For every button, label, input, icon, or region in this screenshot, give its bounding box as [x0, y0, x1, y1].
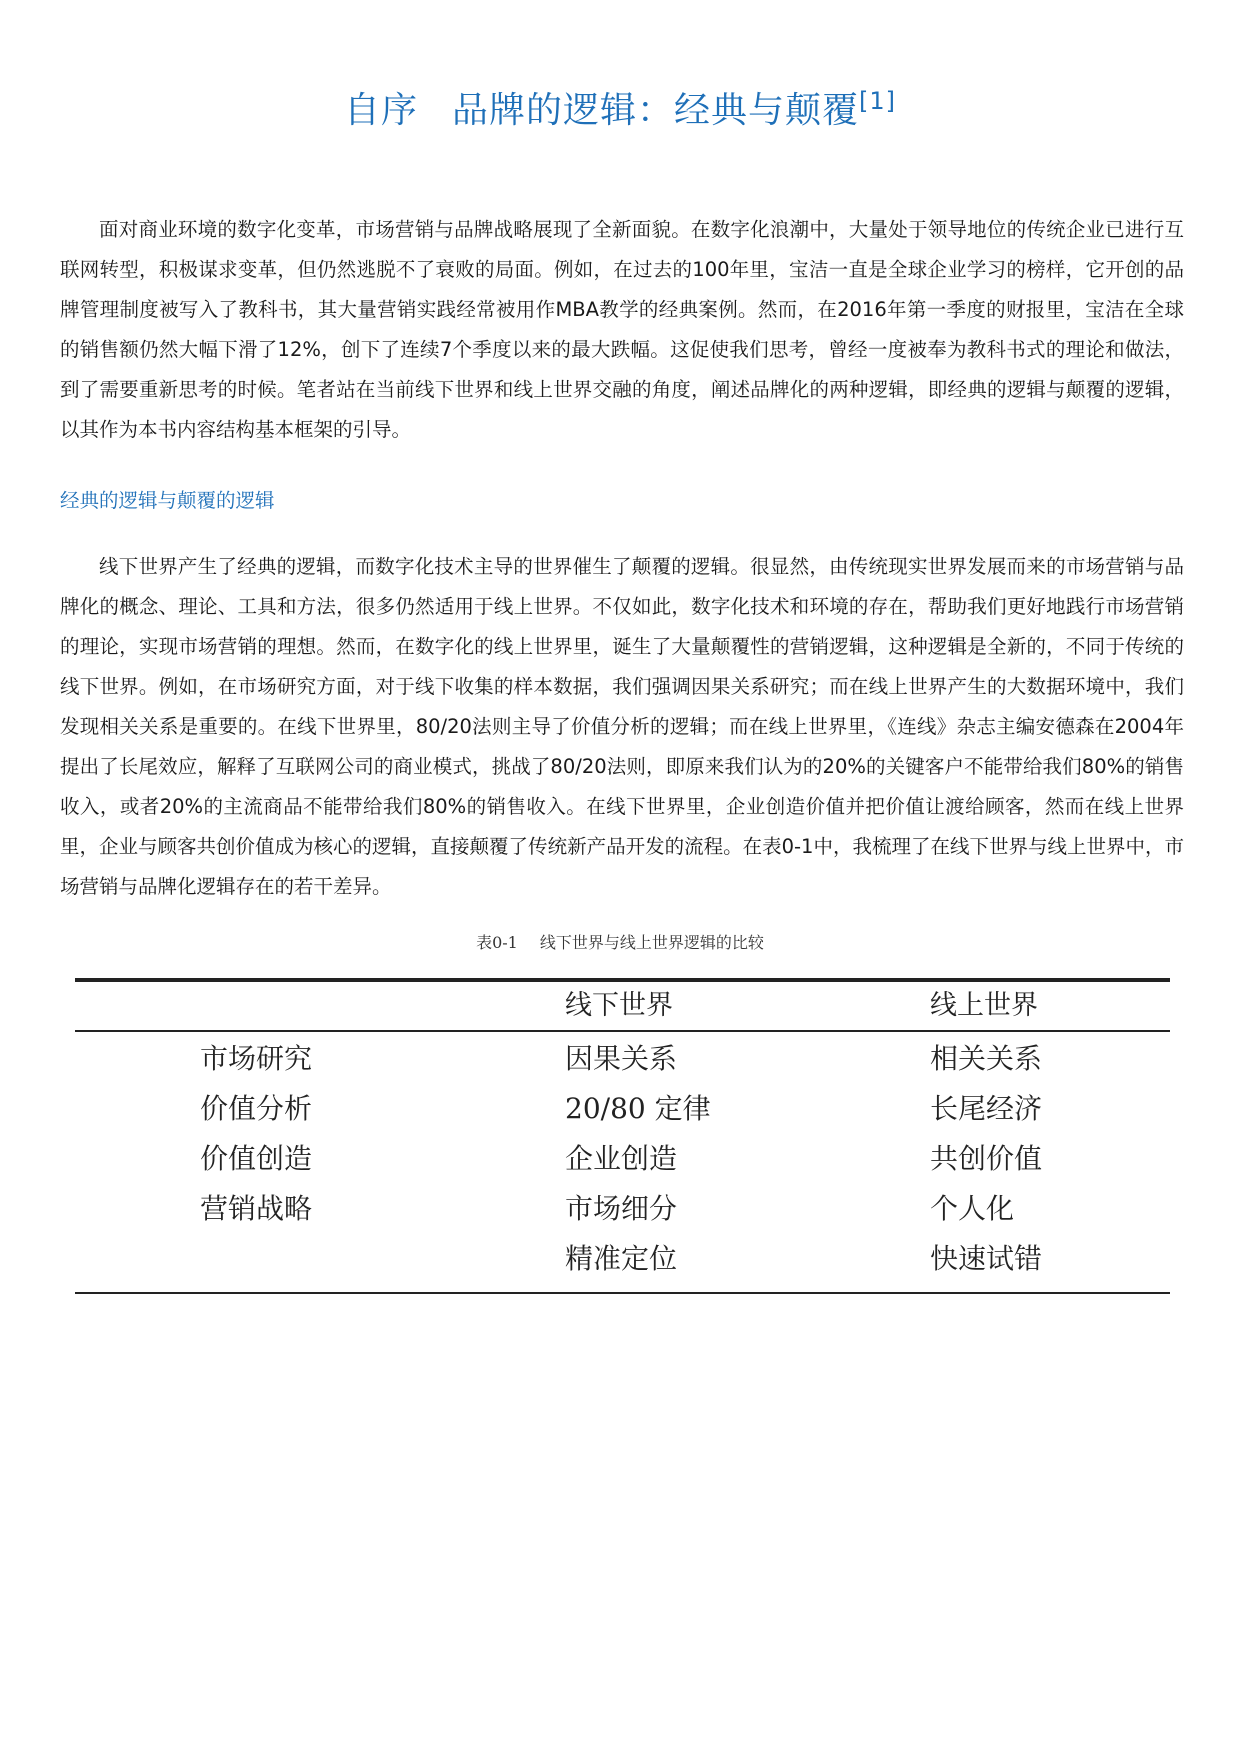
- table-cell: 因果关系: [565, 1042, 678, 1075]
- table-caption-text: 线下世界与线上世界逻辑的比较: [539, 933, 764, 952]
- page-title: [0, 82, 1240, 133]
- body-paragraph: 线下世界产生了经典的逻辑，而数字化技术主导的世界催生了颠覆的逻辑。很显然，由传统现实世界发展而来的市场营销与品牌化的概念、理论、工具和方法，很多仍然适用于线上世界。不仅如此，数字化技术和环境的存在，帮助我们更好地践行市场营销的理论，实现市场营销的理想。然而，在数字化的线上世界里，诞生了大量颠覆性的营销逻辑，这种逻辑是全新的，不同于传统的线下世界。例如，在市场研究方面，对于线下收集的样本数据，我们强调因果关系研究；而在线上世界产生的大数据环境中，我们发现相关关系是重要的。在线下世界里，80/20法则主导了价值分析的逻辑；而在线上世界里，《连线》杂志主编安德森在2004年提出了长尾效应，解释了互联网公司的商业模式，挑战了80/20法则，即原来我们认为的20%的关键客户不能带给我们80%的销售收入，或者20%的主流商品不能带给我们80%的销售收入。在线下世界里，企业创造价值并把价值让渡给顾客，然而在线上世界里，企业与顾客共创价值成为核心的逻辑，直接颠覆了传统新产品开发的流程。在表0-1中，我梳理了在线下世界与线上世界中，市场营销与品牌化逻辑存在的若干差异。: [60, 555, 1184, 898]
- section-heading: 经典的逻辑与颠覆的逻辑: [60, 489, 275, 512]
- title-main: 自序: [343, 90, 418, 131]
- table-cell: 价值创造: [200, 1142, 313, 1175]
- table-cell: 个人化: [930, 1192, 1015, 1225]
- table-cell: 市场研究: [200, 1042, 313, 1075]
- table-caption-label: 表0-1: [476, 933, 518, 952]
- table-cell: 共创价值: [930, 1142, 1043, 1175]
- comparison-table: [75, 978, 1170, 1294]
- table-header-cell: 线下世界: [565, 990, 673, 1021]
- table-row: [75, 1034, 1170, 1084]
- table-row: [75, 1234, 1170, 1284]
- footnote-ref[interactable]: [1]: [859, 87, 897, 115]
- table-body: [75, 1032, 1170, 1292]
- title-subtitle: 品牌的逻辑：经典与颠覆: [452, 90, 860, 131]
- table-header-cell: 线上世界: [930, 990, 1038, 1021]
- table-bottom-rule: [75, 1292, 1170, 1294]
- table-row: [75, 1134, 1170, 1184]
- table-cell: 价值分析: [200, 1092, 313, 1125]
- table-row: [75, 1184, 1170, 1234]
- table-cell: 快速试错: [930, 1242, 1043, 1275]
- table-cell: 相关关系: [930, 1042, 1043, 1075]
- table-cell: 企业创造: [565, 1142, 678, 1175]
- intro-paragraph: 面对商业环境的数字化变革，市场营销与品牌战略展现了全新面貌。在数字化浪潮中，大量处于领导地位的传统企业已进行互联网转型，积极谋求变革，但仍然逃脱不了衰败的局面。例如，在过去的100年里，宝洁一直是全球企业学习的榜样，它开创的品牌管理制度被写入了教科书，其大量营销实践经常被用作MBA教学的经典案例。然而，在2016年第一季度的财报里，宝洁在全球的销售额仍然大幅下滑了12%，创下了连续7个季度以来的最大跌幅。这促使我们思考，曾经一度被奉为教科书式的理论和做法，到了需要重新思考的时候。笔者站在当前线下世界和线上世界交融的角度，阐述品牌化的两种逻辑，即经典的逻辑与颠覆的逻辑，以其作为本书内容结构基本框架的引导。: [60, 218, 1184, 441]
- table-cell: 20/80 定律: [565, 1092, 711, 1125]
- table-caption: [0, 930, 1240, 953]
- table-cell: 长尾经济: [930, 1092, 1043, 1125]
- table-cell: 市场细分: [565, 1192, 678, 1225]
- table-cell: 营销战略: [200, 1192, 313, 1225]
- table-header-row: [75, 982, 1170, 1030]
- table-cell: 精准定位: [565, 1242, 678, 1275]
- table-row: [75, 1084, 1170, 1134]
